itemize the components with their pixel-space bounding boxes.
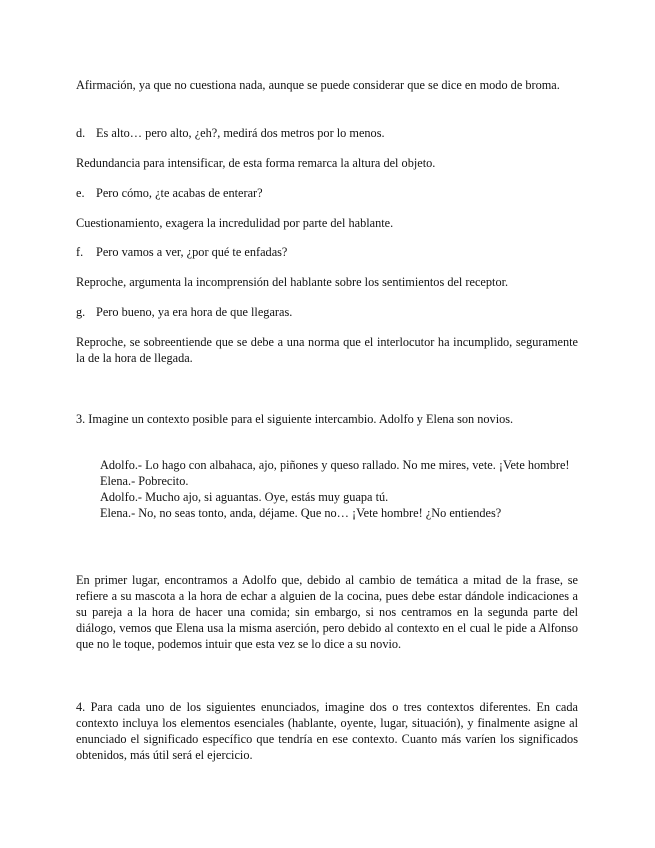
list-label-g: g. [76, 305, 86, 319]
dialogue-line: Elena.- Pobrecito. [100, 474, 189, 488]
list-label-e: e. [76, 186, 85, 200]
list-text-f: Pero vamos a ver, ¿por qué te enfadas? [96, 245, 288, 259]
list-item-e [76, 185, 578, 201]
paragraph-reproche-2: Reproche, se sobreentiende que se debe a una norma que el interlocutor ha incumplido, seguramente la de la hora de llegada. [76, 335, 578, 365]
list-item-d [76, 125, 578, 141]
paragraph-afirmacion: Afirmación, ya que no cuestiona nada, aunque se puede considerar que se dice en modo de broma. [76, 78, 560, 92]
dialogue-line: Elena.- No, no seas tonto, anda, déjame. Que no… ¡Vete hombre! ¿No entiendes? [100, 506, 502, 520]
list-item-f [76, 244, 578, 260]
question-3-answer: En primer lugar, encontramos a Adolfo que, debido al cambio de temática a mitad de la frase, se refiere a su mascota a la hora de echar a alguien de la cocina, pues debe estar dándole indicaciones a su pareja a la hora de hacer una comida; sin embargo, si nos centramos en la segunda parte del diálogo, vemos que Elena usa la misma aserción, pero debido al contexto en el cual le pide a Alfonso que no le toque, podemos intuir que esta vez se lo dice a su novio. [76, 573, 578, 651]
paragraph-cuestionamiento: Cuestionamiento, exagera la incredulidad por parte del hablante. [76, 216, 394, 230]
list-text-g: Pero bueno, ya era hora de que llegaras. [96, 305, 293, 319]
list-text-e: Pero cómo, ¿te acabas de enterar? [96, 186, 263, 200]
paragraph-redundancia: Redundancia para intensificar, de esta forma remarca la altura del objeto. [76, 156, 436, 170]
list-label-d: d. [76, 126, 86, 140]
list-label-f: f. [76, 245, 84, 259]
question-4-text: 4. Para cada uno de los siguientes enunciados, imagine dos o tres contextos diferentes. En cada contexto incluya los elementos esenciales (hablante, oyente, lugar, situación), y finalmente asigne al enunciado el significado específico que tendría en ese contexto. Cuanto más varíen los significados obtenidos, más útil será el ejercicio. [76, 700, 578, 762]
dialogue-line: Adolfo.- Lo hago con albahaca, ajo, piñones y queso rallado. No me mires, vete. ¡Vete hombre! [100, 458, 570, 472]
list-item-g [76, 304, 578, 320]
list-text-d: Es alto… pero alto, ¿eh?, medirá dos metros por lo menos. [96, 126, 385, 140]
dialogue-block [100, 457, 578, 521]
dialogue-line: Adolfo.- Mucho ajo, si aguantas. Oye, estás muy guapa tú. [100, 490, 389, 504]
question-3-heading: 3. Imagine un contexto posible para el siguiente intercambio. Adolfo y Elena son novios. [76, 412, 514, 426]
paragraph-reproche-1: Reproche, argumenta la incomprensión del hablante sobre los sentimientos del receptor. [76, 275, 509, 289]
